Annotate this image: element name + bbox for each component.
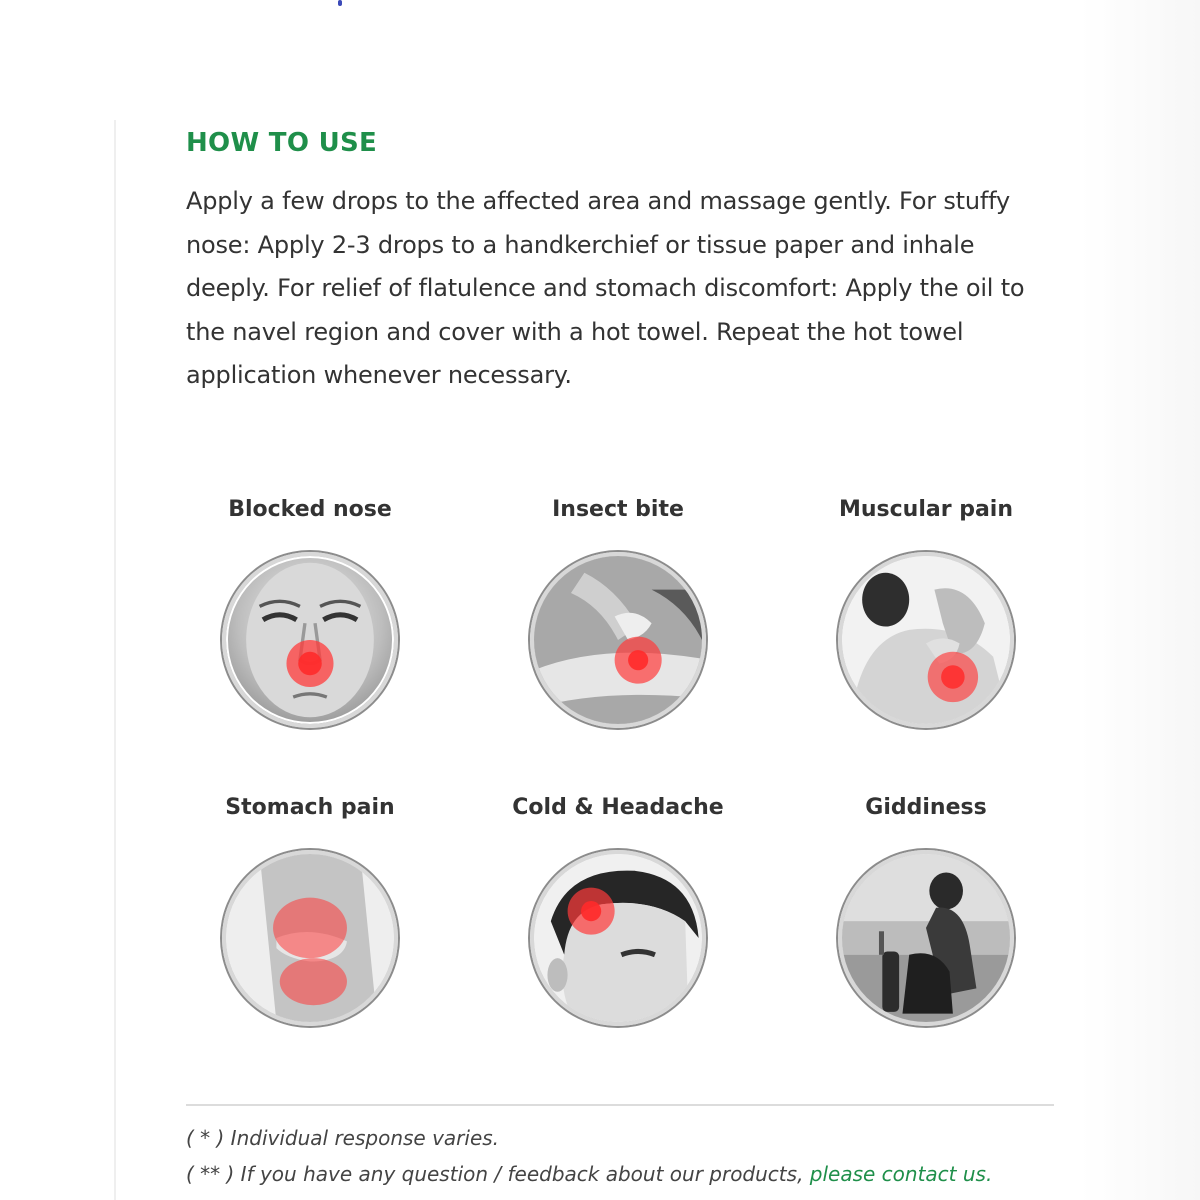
use-item-cold-headache	[464, 788, 772, 1086]
section-title: HOW TO USE	[186, 128, 378, 158]
use-item-giddiness	[772, 788, 1080, 1086]
right-edge-shade	[1080, 0, 1200, 1200]
uses-row-2	[156, 788, 1080, 1086]
top-marker	[338, 0, 342, 6]
use-label: Giddiness	[865, 795, 987, 820]
cold-headache-icon	[530, 850, 706, 1026]
footnote-contact-text: ( ** ) If you have any question / feedback about our products,	[186, 1162, 810, 1186]
giddiness-icon	[838, 850, 1014, 1026]
footnote-contact	[186, 1156, 1054, 1192]
use-item-blocked-nose	[156, 490, 464, 788]
how-to-use-section	[186, 128, 1056, 398]
footnote-individual-response: ( * ) Individual response varies.	[186, 1126, 500, 1150]
insect-bite-icon	[530, 552, 706, 728]
uses-grid	[156, 490, 1080, 1086]
use-item-muscular-pain	[772, 490, 1080, 788]
use-item-insect-bite	[464, 490, 772, 788]
muscular-pain-icon	[838, 552, 1014, 728]
use-label: Insect bite	[552, 497, 684, 522]
use-item-stomach-pain	[156, 788, 464, 1086]
use-label: Muscular pain	[838, 497, 1014, 522]
blocked-nose-icon	[222, 552, 398, 728]
left-divider	[114, 120, 116, 1200]
contact-us-link[interactable]: please contact us.	[809, 1162, 993, 1186]
instructions-text: Apply a few drops to the affected area and massage gently. For stuffy nose: Apply 2-3 drops to a handkerchief or tissue paper and inhale deeply. For relief of flatulence and stomach discomfort: Apply the oil to the navel region and cover with a hot towel. Repeat the hot towel application whenever necessary.	[186, 187, 1025, 389]
stomach-pain-icon	[222, 850, 398, 1026]
uses-row-1	[156, 490, 1080, 788]
use-label: Cold & Headache	[512, 795, 724, 820]
use-label: Stomach pain	[225, 795, 395, 820]
footer-notes	[186, 1104, 1054, 1192]
use-label: Blocked nose	[228, 497, 392, 522]
